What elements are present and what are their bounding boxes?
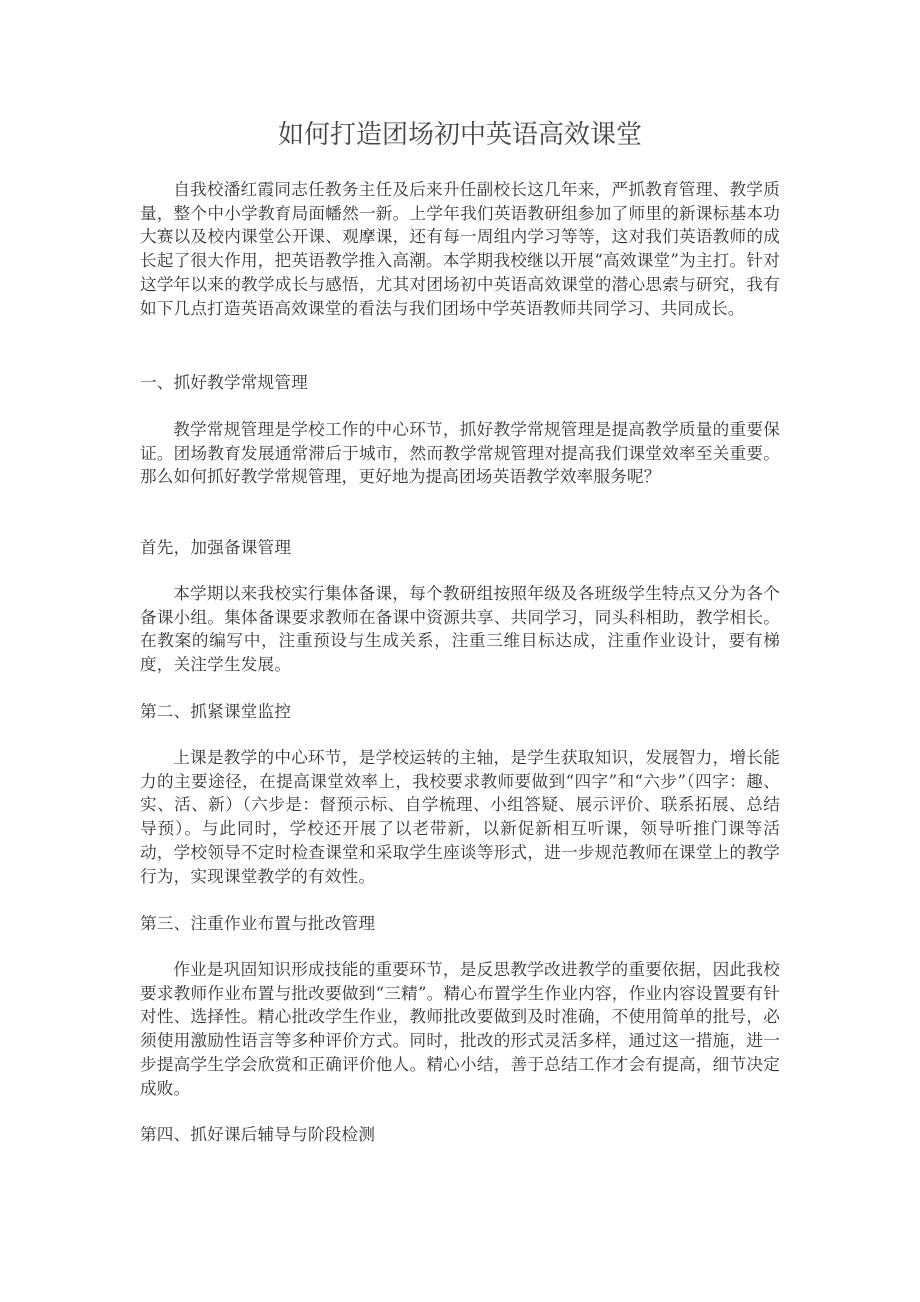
section-body-1: 教学常规管理是学校工作的中心环节，抓好教学常规管理是提高教学质量的重要保证。团场教育发展通常滞后于城市，然而教学常规管理对提高我们课堂效率至关重要。那么如何抓好教学常规管理，更好地为提高团场英语教学效率服务呢？ <box>140 420 780 487</box>
section-body-4: 作业是巩固知识形成技能的重要环节，是反思教学改进教学的重要依据，因此我校要求教师作业布置与批改要做到“三精”。精心布置学生作业内容，作业内容设置要有针对性、选择性。精心批改学生作业，教师批改要做到及时准确，不使用简单的批号，必须使用激励性语言等多种评价方式。同时，批改的形式灵活多样，通过这一措施，进一步提高学生学会欣赏和正确评价他人。精心小结，善于总结工作才会有提高，细节决定成败。 <box>140 960 780 1098</box>
section-heading-4: 第三、注重作业布置与批改管理 <box>140 914 376 933</box>
section-heading-3: 第二、抓紧课堂监控 <box>140 702 292 721</box>
intro-paragraph: 自我校潘红霞同志任教务主任及后来升任副校长这几年来，严抓教育管理、教学质量，整个中小学教育局面幡然一新。上学年我们英语教研组参加了师里的新课标基本功大赛以及校内课堂公开课、观摩课，还有每一周组内学习等等，这对我们英语教师的成长起了很大作用，把英语教学推入高潮。本学期我校继以开展“高效课堂”为主打。针对这学年以来的教学成长与感悟，尤其对团场初中英语高效课堂的潜心思索与研究，我有如下几点打造英语高效课堂的看法与我们团场中学英语教师共同学习、共同成长。 <box>140 180 780 318</box>
section-heading-2: 首先，加强备课管理 <box>140 538 292 557</box>
section-heading-1: 一、抓好教学常规管理 <box>140 373 308 392</box>
document-title: 如何打造团场初中英语高效课堂 <box>277 120 642 150</box>
section-body-3: 上课是教学的中心环节，是学校运转的主轴，是学生获取知识，发展智力，增长能力的主要途径，在提高课堂效率上，我校要求教师要做到“四字”和“六步”（四字：趣、实、活、新）（六步是：督预示标、自学梳理、小组答疑、展示评价、联系拓展、总结导预）。与此同时，学校还开展了以老带新，以新促新相互听课，领导听推门课等活动，学校领导不定时检查课堂和采取学生座谈等形式，进一步规范教师在课堂上的教学行为，实现课堂教学的有效性。 <box>140 748 780 886</box>
section-body-2: 本学期以来我校实行集体备课，每个教研组按照年级及各班级学生特点又分为各个备课小组。集体备课要求教师在备课中资源共享、共同学习，同头科相助，教学相长。在教案的编写中，注重预设与生成关系，注重三维目标达成，注重作业设计，要有梯度，关注学生发展。 <box>140 584 780 675</box>
section-heading-5: 第四、抓好课后辅导与阶段检测 <box>140 1125 376 1144</box>
